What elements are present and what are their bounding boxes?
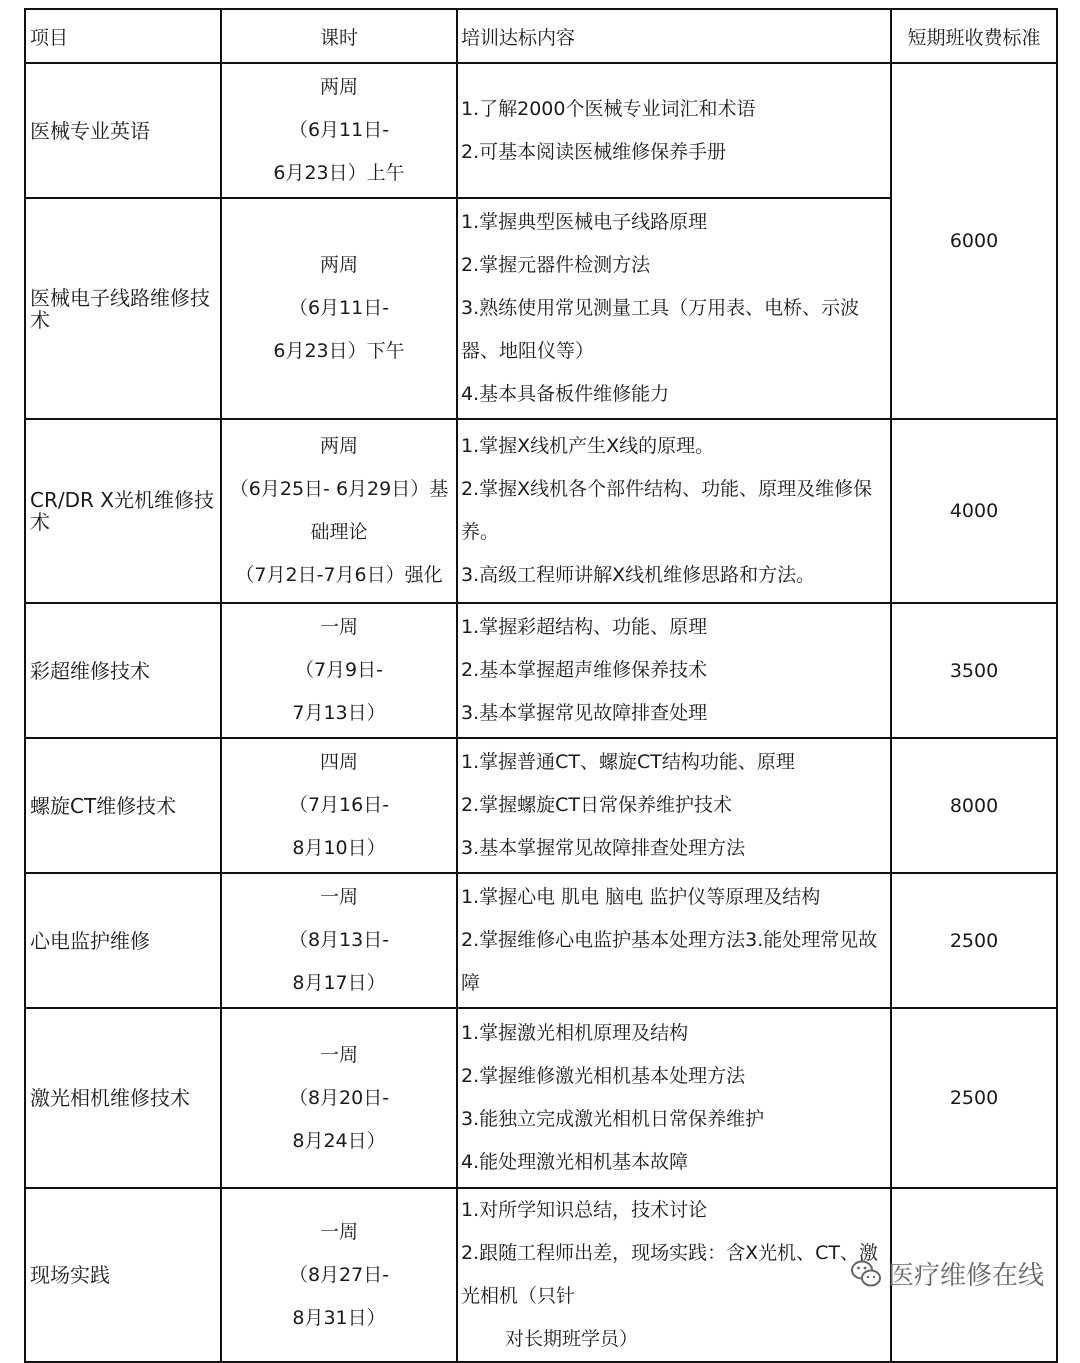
header-fee: 短期班收费标准 (891, 9, 1057, 63)
course-name: 心电监护维修 (25, 873, 221, 1008)
hours-line: 8月24日） (292, 1129, 386, 1152)
course-hours (221, 1188, 457, 1362)
training-schedule-table (24, 8, 1058, 1363)
content-line: 4.能处理激光相机基本故障 (461, 1151, 689, 1173)
content-line: 1.掌握彩超结构、功能、原理 (461, 616, 708, 638)
course-hours (221, 873, 457, 1008)
content-line: 2.可基本阅读医械维修保养手册 (461, 140, 727, 163)
hours-line: 一周 (319, 616, 358, 638)
content-line: 2.掌握元器件检测方法 (461, 254, 651, 276)
hours-line: （8月20日- (288, 1086, 390, 1109)
hours-line: 7月13日） (292, 702, 386, 724)
hours-line: （7月2日-7月6日）强化 (235, 564, 443, 586)
course-content (457, 873, 891, 1008)
course-hours (221, 198, 457, 419)
hours-line: （6月11日- (288, 119, 390, 141)
hours-line: 四周 (319, 751, 358, 773)
hours-line: 两周 (319, 254, 358, 276)
header-name: 项目 (25, 9, 221, 63)
watermark (850, 1255, 1044, 1292)
content-line: 2.跟随工程师出差，现场实践：含X光机、CT、激光相机（只针 (461, 1242, 879, 1307)
course-fee: 3500 (891, 603, 1057, 738)
hours-line: 8月31日） (292, 1306, 386, 1329)
content-line: 对长期班学员） (505, 1328, 639, 1350)
content-line: 4.基本具备板件维修能力 (461, 383, 670, 405)
hours-line: （6月25日- 6月29日）基础理论 (229, 478, 449, 543)
table-row (25, 738, 1057, 873)
content-line: 3.基本掌握常见故障排查处理方法 (461, 837, 746, 859)
course-content (457, 198, 891, 419)
table-row (25, 873, 1057, 1008)
course-name: 彩超维修技术 (25, 603, 221, 738)
course-content (457, 738, 891, 873)
watermark-text: 医疗维修在线 (887, 1261, 1044, 1291)
course-content (457, 419, 891, 603)
course-name: 螺旋CT维修技术 (25, 738, 221, 873)
wechat-icon (850, 1259, 882, 1289)
hours-line: 8月17日） (292, 972, 386, 994)
header-hours: 课时 (221, 9, 457, 63)
course-content (457, 63, 891, 198)
hours-line: （7月16日- (288, 794, 390, 816)
hours-line: 一周 (319, 1043, 358, 1066)
content-line: 1.掌握X线机产生X线的原理。 (461, 435, 715, 457)
content-line: 2.掌握螺旋CT日常保养维护技术 (461, 794, 733, 816)
hours-line: 一周 (319, 886, 358, 908)
course-name: 医械专业英语 (25, 63, 221, 198)
table-row (25, 419, 1057, 603)
content-line: 2.掌握维修激光相机基本处理方法 (461, 1065, 746, 1087)
header-content: 培训达标内容 (457, 9, 891, 63)
content-line: 1.掌握心电 肌电 脑电 监护仪等原理及结构 (461, 886, 821, 908)
content-line: 1.对所学知识总结，技术讨论 (461, 1199, 708, 1221)
course-fee: 6000 (891, 63, 1057, 419)
hours-line: （6月11日- (288, 297, 390, 319)
course-fee: 4000 (891, 419, 1057, 603)
content-line: 1.掌握激光相机原理及结构 (461, 1022, 689, 1044)
course-content (457, 603, 891, 738)
hours-line: （8月27日- (288, 1263, 390, 1286)
content-line: 1.了解2000个医械专业词汇和术语 (461, 97, 756, 120)
course-hours (221, 419, 457, 603)
course-fee: 8000 (891, 738, 1057, 873)
course-hours (221, 738, 457, 873)
course-name: 医械电子线路维修技术 (25, 198, 221, 419)
hours-line: 8月10日） (292, 837, 386, 859)
hours-line: 一周 (319, 1220, 358, 1243)
content-line: 3.熟练使用常见测量工具（万用表、电桥、示波器、地阻仪等） (461, 297, 860, 362)
content-line: 2.基本掌握超声维修保养技术 (461, 659, 708, 681)
course-name: 激光相机维修技术 (25, 1008, 221, 1188)
hours-line: 两周 (319, 76, 358, 98)
course-hours (221, 1008, 457, 1188)
course-fee: 2500 (891, 873, 1057, 1008)
content-line: 2.掌握维修心电监护基本处理方法3.能处理常见故障 (461, 929, 878, 994)
course-name: CR/DR X光机维修技术 (25, 419, 221, 603)
content-line: 1.掌握典型医械电子线路原理 (461, 211, 708, 233)
content-line: 3.高级工程师讲解X线机维修思路和方法。 (461, 564, 816, 586)
course-hours (221, 63, 457, 198)
course-content (457, 1008, 891, 1188)
table-row (25, 63, 1057, 198)
content-line: 2.掌握X线机各个部件结构、功能、原理及维修保养。 (461, 478, 873, 543)
course-content (457, 1188, 891, 1362)
hours-line: （7月9日- (294, 659, 384, 681)
content-line: 1.掌握普通CT、螺旋CT结构功能、原理 (461, 751, 795, 773)
hours-line: 两周 (319, 435, 358, 457)
hours-line: 6月23日）上午 (273, 162, 405, 184)
course-name: 现场实践 (25, 1188, 221, 1362)
hours-line: （8月13日- (288, 929, 390, 951)
header-row (25, 9, 1057, 63)
content-line: 3.能独立完成激光相机日常保养维护 (461, 1108, 765, 1130)
course-hours (221, 603, 457, 738)
hours-line: 6月23日）下午 (273, 340, 405, 362)
table-row (25, 1008, 1057, 1188)
table-row (25, 603, 1057, 738)
content-line: 3.基本掌握常见故障排查处理 (461, 702, 708, 724)
course-fee: 2500 (891, 1008, 1057, 1188)
